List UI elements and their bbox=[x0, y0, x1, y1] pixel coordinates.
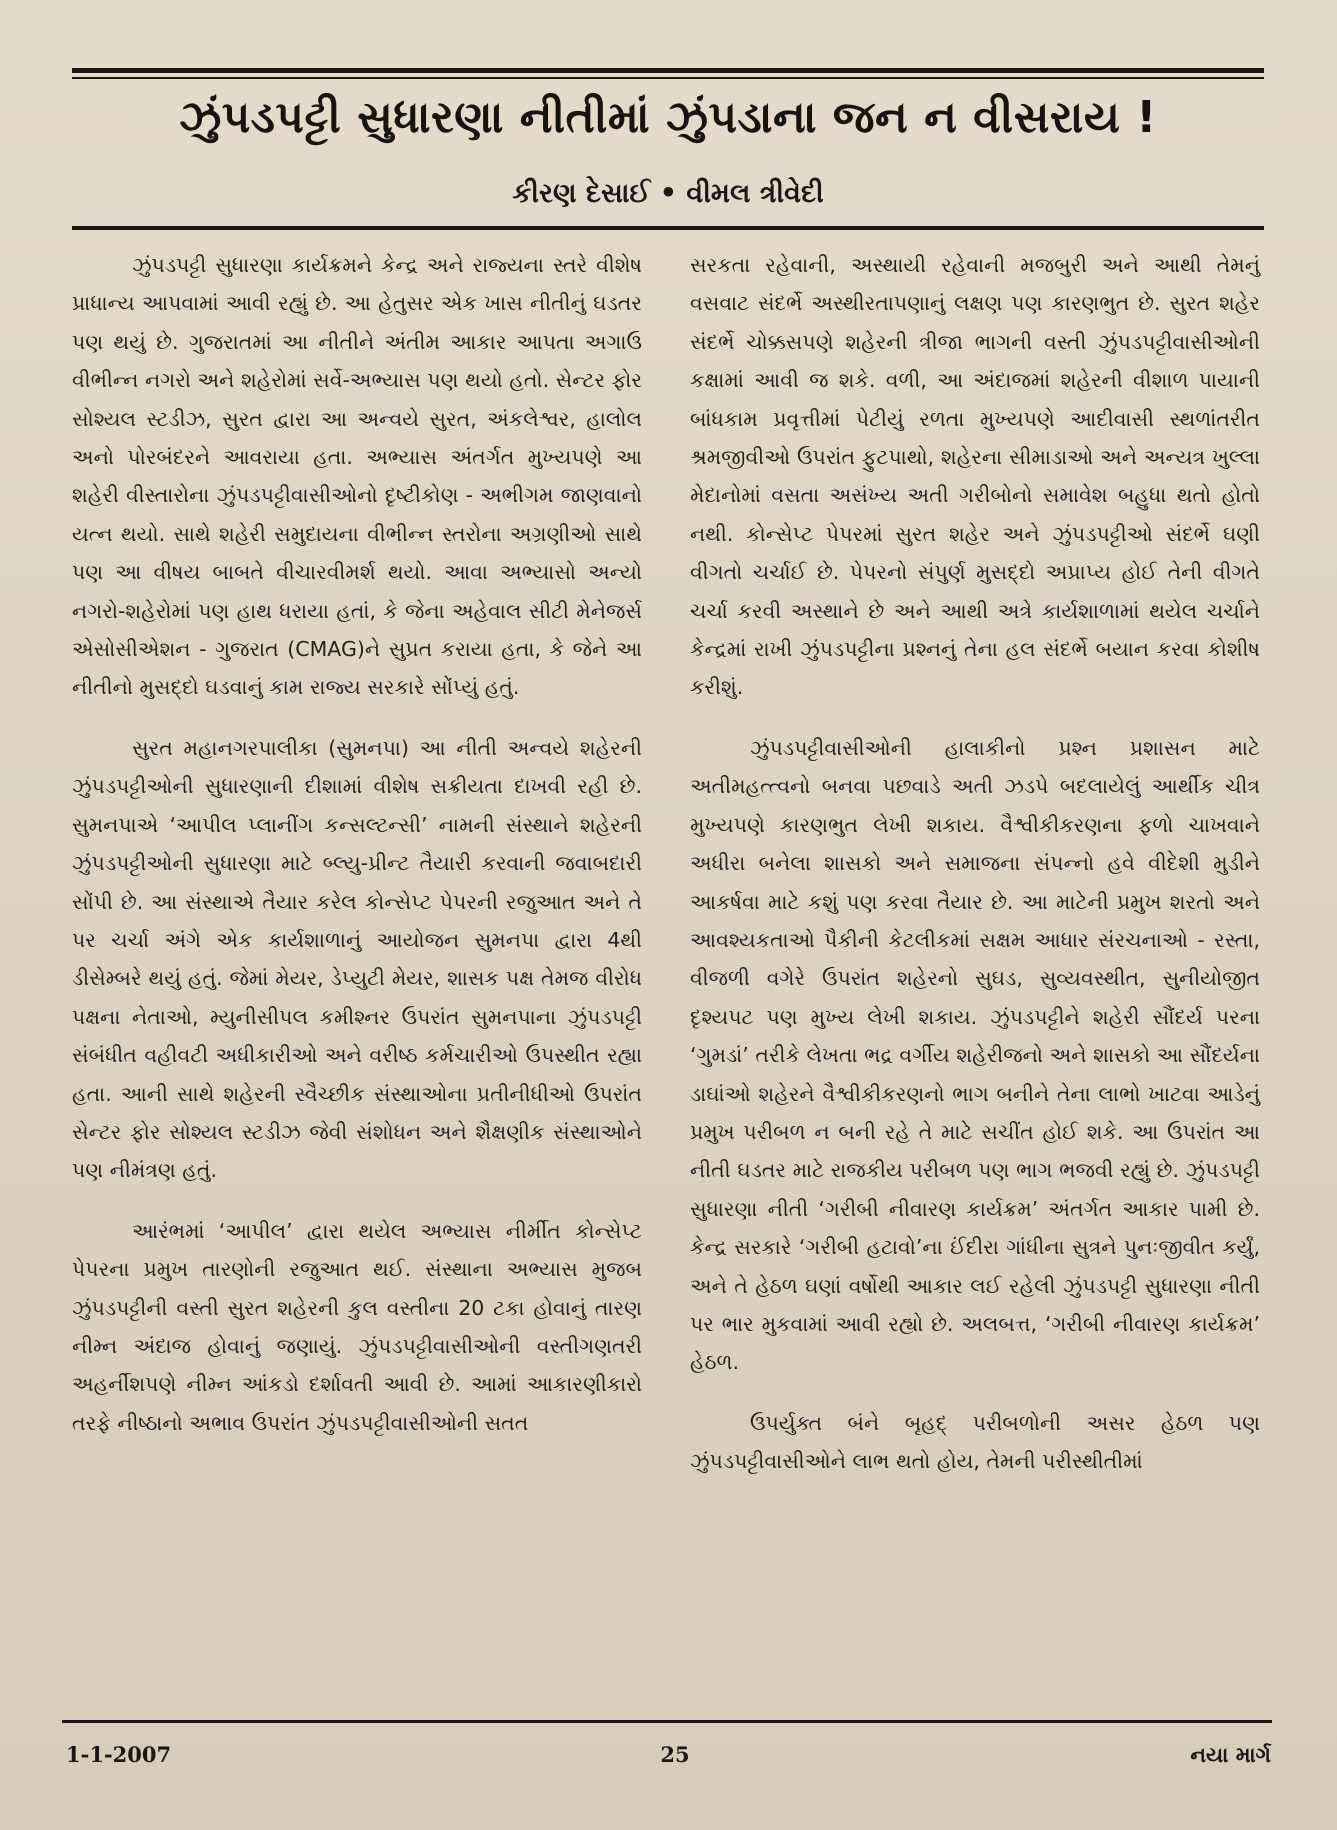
article-authors: કીરણ દેસાઈ • વીમલ ત્રીવેદી bbox=[512, 178, 824, 209]
left-column bbox=[72, 246, 642, 1442]
footer-magazine-name: નયા માર્ગ bbox=[1190, 1742, 1271, 1767]
top-rule-thick bbox=[72, 68, 1264, 73]
footer-rule bbox=[62, 1720, 1272, 1723]
right-column bbox=[690, 246, 1260, 1481]
footer-page-number: 25 bbox=[660, 1742, 690, 1767]
footer-date: 1-1-2007 bbox=[66, 1742, 172, 1767]
title-bottom-rule bbox=[72, 226, 1264, 230]
top-rule-thin bbox=[72, 77, 1264, 79]
paragraph: સરકતા રહેવાની, અસ્થાયી રહેવાની મજબુરી અને આથી તેમનું વસવાટ સંદર્ભે અસ્થીરતાપણાનું લક્ષણ પણ કારણભુત છે. સુરત શહેર સંદર્ભે ચોક્કસપણે શહેરની ત્રીજા ભાગની વસ્તી ઝુંપડપટ્ટીવાસીઓની કક્ષામાં આવી જ શકે. વળી, આ અંદાજમાં શહેરની વીશાળ પાયાની બાંધકામ પ્રવૃત્તીમાં પેટીયું રળતા મુખ્યપણે આદીવાસી સ્થળાંતરીત શ્રમજીવીઓ ઉપરાંત ફુટપાથો, શહેરના સીમાડાઓ અને અન્યત્ર ખુલ્લા મેદાનોમાં વસતા અસંખ્ય અતી ગરીબોનો સમાવેશ બહુધા થતો હોતો નથી. કોન્સેપ્ટ પેપરમાં સુરત શહેર અને ઝુંપડપટ્ટીઓ સંદર્ભે ઘણી વીગતો ચર્ચાઈ છે. પેપરનો સંપુર્ણ મુસદ્દો અપ્રાપ્ય હોઈ તેની વીગતે ચર્ચા કરવી અસ્થાને છે અને આથી અત્રે કાર્યશાળામાં થયેલ ચર્ચાને કેન્દ્રમાં રાખી ઝુંપડપટ્ટીના પ્રશ્નનું તેના હલ સંદર્ભે બયાન કરવા કોશીષ કરીશું. bbox=[690, 253, 1260, 700]
paragraph: સુરત મહાનગરપાલીકા (સુમનપા) આ નીતી અન્વયે શહેરની ઝુંપડપટ્ટીઓની સુધારણાની દીશામાં વીશેષ સક્રીયતા દાખવી રહી છે. સુમનપાએ ‘આપીલ પ્લાનીંગ કન્સલ્ટન્સી’ નામની સંસ્થાને શહેરની ઝુંપડપટ્ટીઓની સુધારણા માટે બ્લ્યુ-પ્રીન્ટ તૈયારી કરવાની જવાબદારી સોંપી છે. આ સંસ્થાએ તૈયાર કરેલ કોન્સેપ્ટ પેપરની રજુઆત અને તે પર ચર્ચા અંગે એક કાર્યશાળાનું આયોજન સુમનપા દ્વારા 4થી ડીસેમ્બરે થયું હતું. જેમાં મેયર, ડેપ્યુટી મેયર, શાસક પક્ષ તેમજ વીરોધ પક્ષના નેતાઓ, મ્યુનીસીપલ કમીશ્નર ઉપરાંત સુમનપાના ઝુંપડપટ્ટી સંબંધીત વહીવટી અધીકારીઓ અને વરીષ્ઠ કર્મચારીઓ ઉપસ્થીત રહ્યા હતા. આની સાથે શહેરની સ્વૈચ્છીક સંસ્થાઓના પ્રતીનીધીઓ ઉપરાંત સેન્ટર ફોર સોશ્યલ સ્ટડીઝ જેવી સંશોધન અને શૈક્ષણીક સંસ્થાઓને પણ નીમંત્રણ હતું. bbox=[72, 735, 642, 1183]
paragraph: આરંભમાં ‘આપીલ’ દ્વારા થયેલ અભ્યાસ નીર્મીત કોન્સેપ્ટ પેપરના પ્રમુખ તારણોની રજુઆત થઈ. સંસ્થાના અભ્યાસ મુજબ ઝુંપડપટ્ટીની વસ્તી સુરત શહેરની કુલ વસ્તીના 20 ટકા હોવાનું તારણ નીમ્ન અંદાજ હોવાનું જણાયું. ઝુંપડપટ્ટીવાસીઓની વસ્તીગણતરી અહર્નીશપણે નીમ્ન આંકડો દર્શાવતી આવી છે. આમાં આકારણીકારો તરફે નીષ્ઠાનો અભાવ ઉપરાંત ઝુંપડપટ્ટીવાસીઓની સતત bbox=[72, 1218, 642, 1435]
article-title: ઝુંપડપટ્ટી સુધારણા નીતીમાં ઝુંપડાના જન ન વીસરાય ! bbox=[179, 92, 1157, 143]
paragraph: ઉપર્યુક્ત બંને બૃહદ્ પરીબળોની અસર હેઠળ પણ ઝુંપડપટ્ટીવાસીઓને લાભ થતો હોય, તેમની પરીસ્થીતીમાં bbox=[690, 1410, 1260, 1474]
paragraph: ઝુંપડપટ્ટી સુધારણા કાર્યક્રમને કેન્દ્ર અને રાજ્યના સ્તરે વીશેષ પ્રાધાન્ય આપવામાં આવી રહ્યું છે. આ હેતુસર એક ખાસ નીતીનું ઘડતર પણ થયું છે. ગુજરાતમાં આ નીતીને અંતીમ આકાર આપતા અગાઉ વીભીન્ન નગરો અને શહેરોમાં સર્વે-અભ્યાસ પણ થયો હતો. સેન્ટર ફોર સોશ્યલ સ્ટડીઝ, સુરત દ્વારા આ અન્વયે સુરત, અંકલેશ્વર, હાલોલ અનો પોરબંદરને આવરાયા હતા. અભ્યાસ અંતર્ગત મુખ્યપણે આ શહેરી વીસ્તારોના ઝુંપડપટ્ટીવાસીઓનો દૃષ્ટીકોણ - અભીગમ જાણવાનો યત્ન થયો. સાથે શહેરી સમુદાયના વીભીન્ન સ્તરોના અગ્રણીઓ સાથે પણ આ વીષય બાબતે વીચારવીમર્શ થયો. આવા અભ્યાસો અન્યો નગરો-શહેરોમાં પણ હાથ ધરાયા હતાં, કે જેના અહેવાલ સીટી મેનેજર્સ એસોસીએશન - ગુજરાત (CMAG)ને સુપ્રત કરાયા હતા, કે જેને આ નીતીનો મુસદ્દો ઘડવાનું કામ રાજ્ય સરકારે સોંપ્યું હતું. bbox=[72, 253, 643, 700]
paragraph: ઝુંપડપટ્ટીવાસીઓની હાલાકીનો પ્રશ્ન પ્રશાસન માટે અતીમહત્ત્વનો બનવા પછવાડે અતી ઝડપે બદલાયેલું આર્થીક ચીત્ર મુખ્યપણે કારણભુત લેખી શકાય. વૈશ્વીકીકરણના ફળો ચાખવાને અધીરા બનેલા શાસકો અને સમાજના સંપન્નો હવે વીદેશી મુડીને આકર્ષવા માટે કશું પણ કરવા તૈયાર છે. આ માટેની પ્રમુખ શરતો અને આવશ્યકતાઓ પૈકીની કેટલીકમાં સક્ષમ આધાર સંરચનાઓ - રસ્તા, વીજળી વગેરે ઉપરાંત શહેરનો સુઘડ, સુવ્યવસ્થીત, સુનીયોજીત દૃશ્યપટ પણ મુખ્ય લેખી શકાય. ઝુંપડપટ્ટીને શહેરી સૌંદર્ય પરના ‘ગુમડાં’ તરીકે લેખતા ભદ્ર વર્ગીય શહેરીજનો અને શાસકો આ સૌંદર્યના ડાઘાંઓ શહેરને વૈશ્વીકીકરણનો ભાગ બનીને તેના લાભો ખાટવા આડેનું પ્રમુખ પરીબળ ન બની રહે તે માટે સચીંત હોઈ શકે. આ ઉપરાંત આ નીતી ઘડતર માટે રાજકીય પરીબળ પણ ભાગ ભજવી રહ્યું છે. ઝુંપડપટ્ટી સુધારણા નીતી ‘ગરીબી નીવારણ કાર્યક્રમ’ અંતર્ગત આકાર પામી છે. કેન્દ્ર સરકારે ‘ગરીબી હટાવો’ના ઈંદીરા ગાંધીના સુત્રને પુનઃજીવીત કર્યું, અને તે હેઠળ ઘણાં વર્ષોથી આકાર લઈ રહેલી ઝુંપડપટ્ટી સુધારણા નીતી પર ભાર મુકવામાં આવી રહ્યો છે. અલબત્ત, ‘ગરીબી નીવારણ કાર્યક્રમ’ હેઠળ. bbox=[690, 735, 1260, 1375]
